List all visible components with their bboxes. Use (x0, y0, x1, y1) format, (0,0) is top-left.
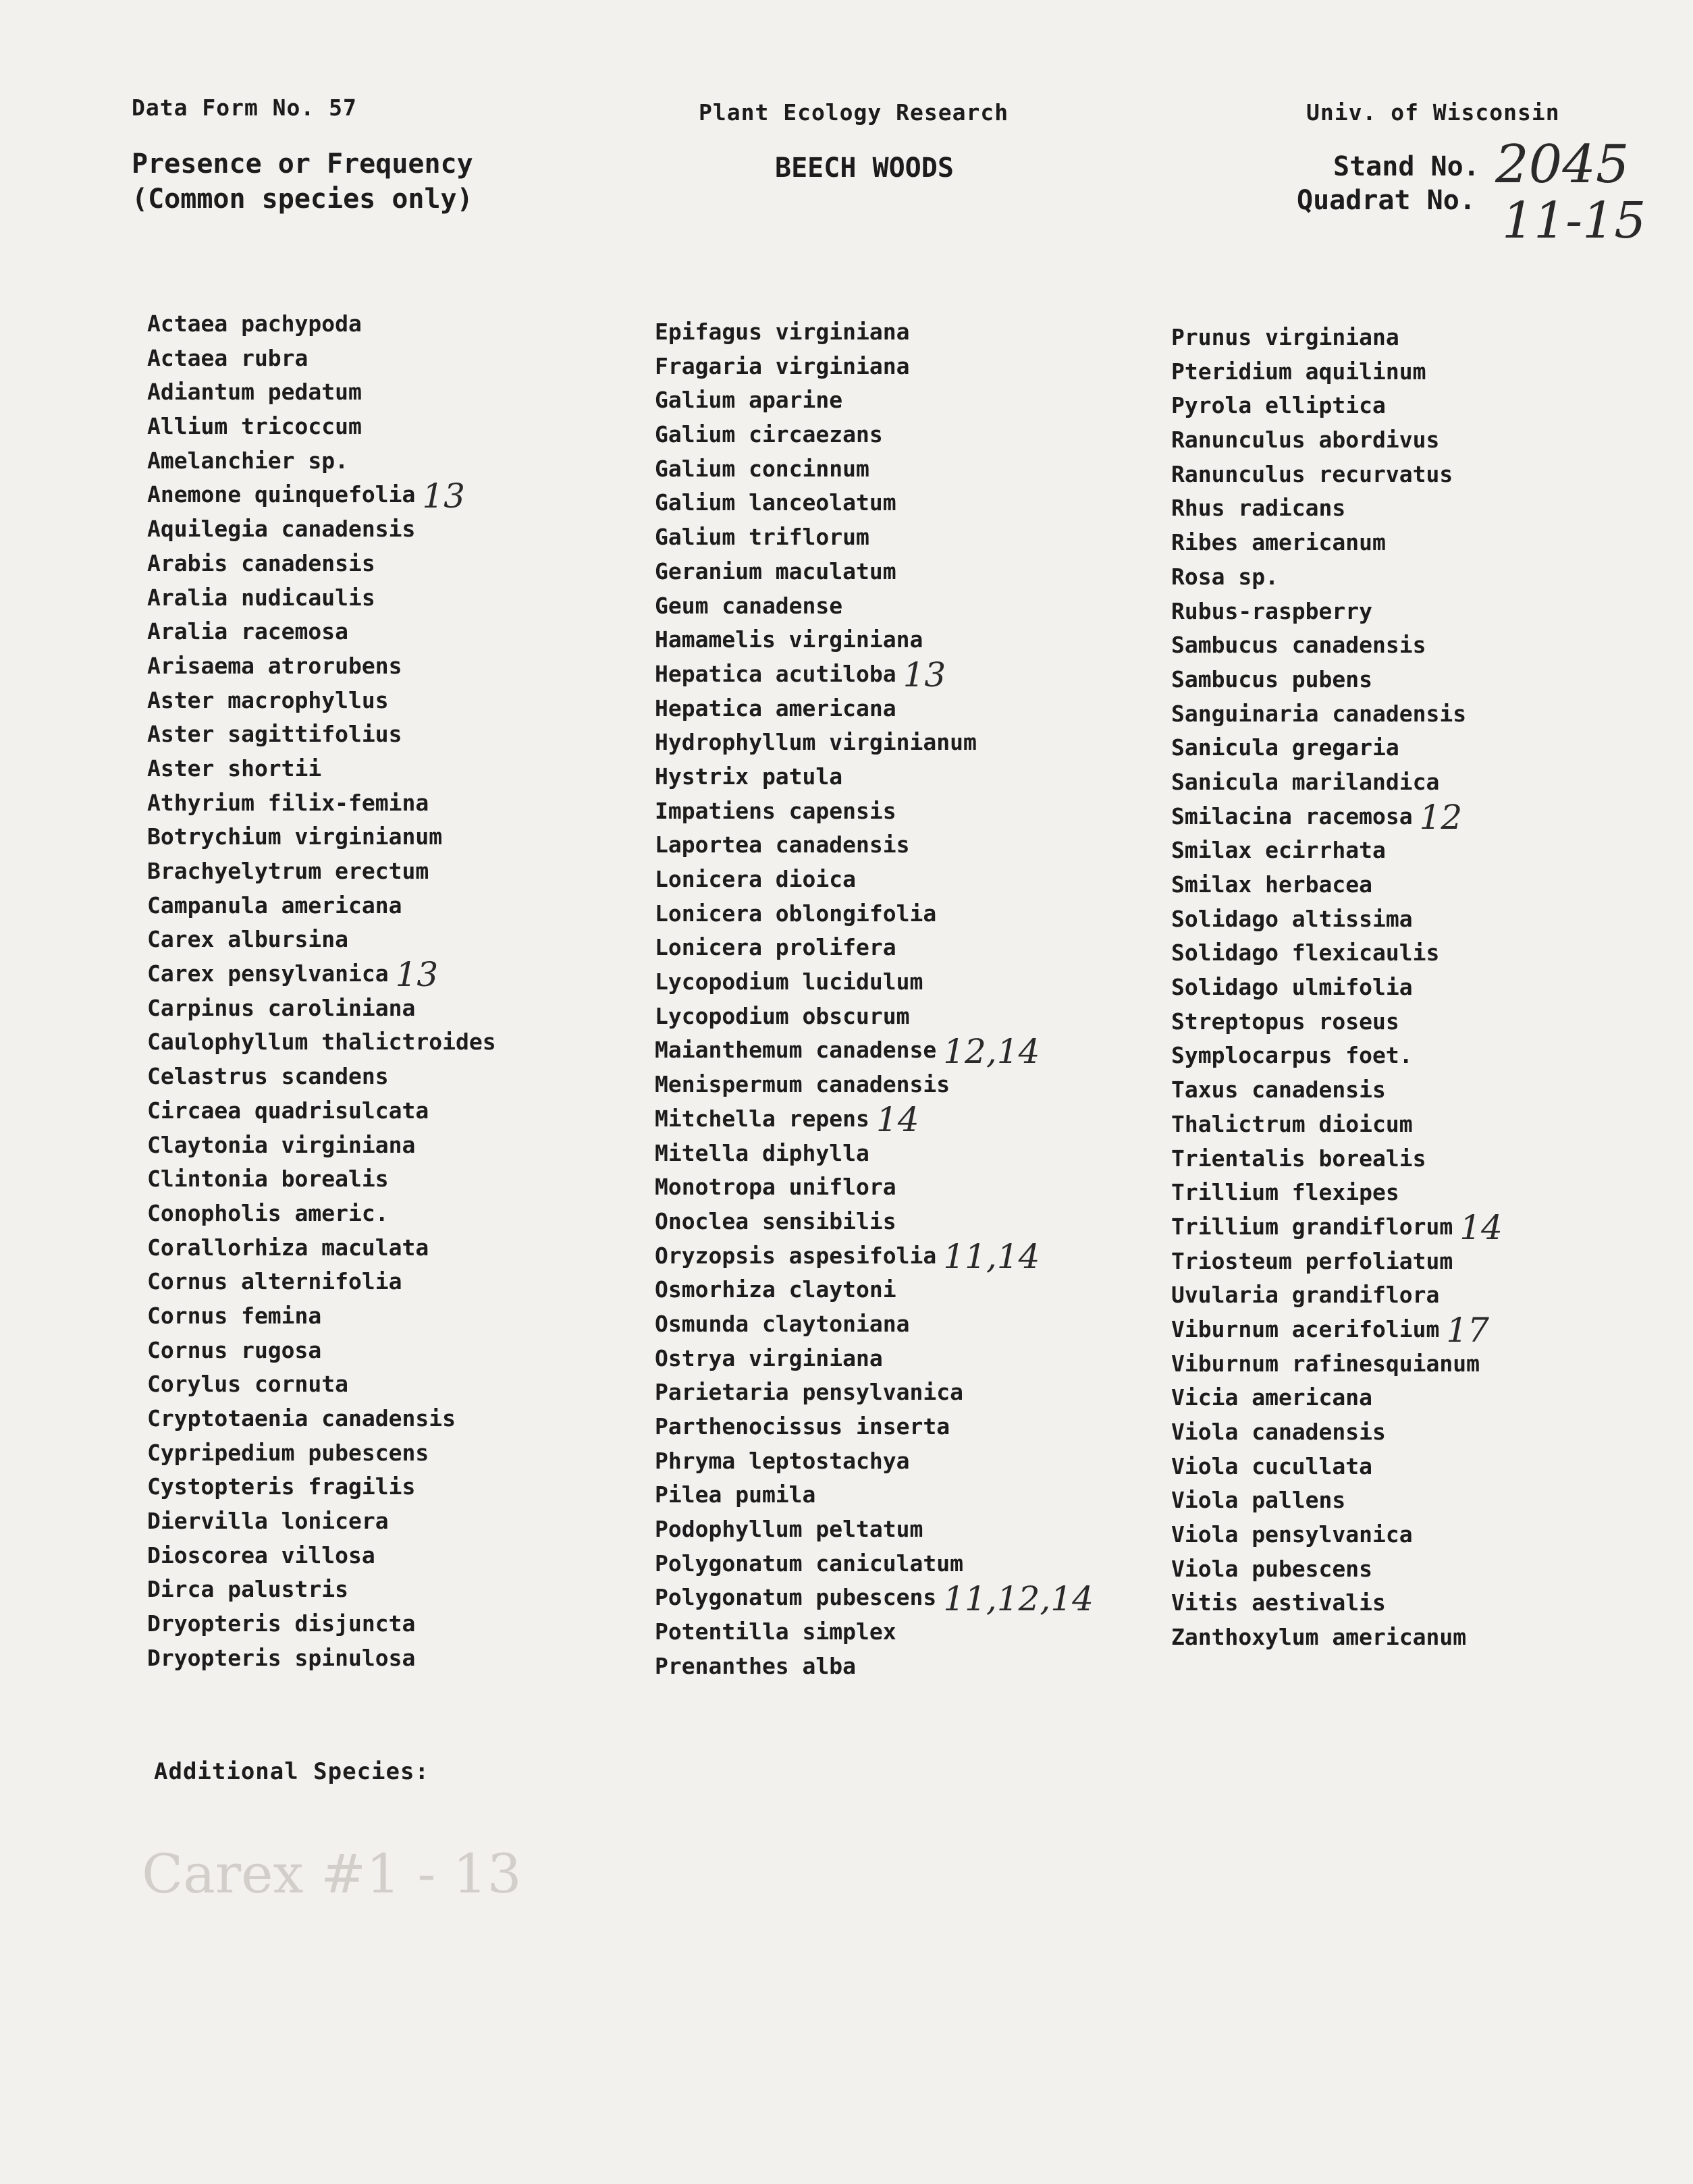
species-name: Prenanthes alba (655, 1652, 857, 1679)
species-name: Pyrola elliptica (1171, 392, 1386, 419)
species-item (655, 1478, 1094, 1512)
species-item (655, 315, 1094, 350)
species-item (147, 444, 496, 479)
species-name: Amelanchier sp. (147, 447, 349, 474)
species-item (147, 1094, 496, 1128)
species-item (147, 307, 496, 342)
species-name: Lycopodium lucidulum (655, 968, 923, 995)
species-name: Galium triflorum (655, 524, 869, 551)
species-item (1171, 663, 1503, 697)
species-name: Galium lanceolatum (655, 489, 896, 516)
species-column-2 (655, 315, 1094, 1684)
species-item (655, 1031, 1094, 1071)
handwritten-quadrat-note: 13 (395, 955, 439, 995)
species-name: Onoclea sensibilis (655, 1207, 896, 1234)
species-column-1 (147, 307, 496, 1676)
species-name: Rhus radicans (1171, 495, 1346, 522)
species-name: Epifagus virginiana (655, 319, 910, 345)
handwritten-quadrat-note: 14 (876, 1099, 919, 1139)
species-name: Viola pubescens (1171, 1555, 1373, 1582)
species-name: Viburnum acerifolium (1171, 1315, 1440, 1342)
species-item (1171, 1278, 1503, 1313)
species-name: Galium concinnum (655, 455, 869, 482)
species-item (1171, 491, 1503, 526)
species-name: Caulophyllum thalictroides (147, 1029, 496, 1056)
species-name: Viburnum rafinesquianum (1171, 1350, 1480, 1377)
species-item (1171, 1518, 1503, 1552)
handwritten-quadrat-note: 11,12,14 (943, 1579, 1094, 1618)
species-name: Podophyllum peltatum (655, 1516, 923, 1543)
species-name: Hepatica americana (655, 694, 896, 721)
species-name: Phryma leptostachya (655, 1447, 910, 1474)
species-item (1171, 1483, 1503, 1518)
species-item (147, 1162, 496, 1197)
species-name: Hepatica acutiloba (655, 660, 896, 687)
university-name: Univ. of Wisconsin (1306, 99, 1560, 126)
species-name: Aster sagittifolius (147, 721, 402, 748)
species-name: Clintonia borealis (147, 1166, 389, 1193)
species-item (1171, 765, 1503, 800)
species-item (1171, 697, 1503, 732)
species-name: Taxus canadensis (1171, 1076, 1386, 1103)
species-name: Cornus rugosa (147, 1336, 322, 1363)
species-name: Actaea rubra (147, 344, 308, 371)
species-name: Polygonatum pubescens (655, 1584, 937, 1611)
species-item (655, 555, 1094, 589)
research-title: Plant Ecology Research (699, 99, 1009, 126)
species-name: Circaea quadrisulcata (147, 1097, 429, 1124)
species-name: Ranunculus abordivus (1171, 427, 1440, 454)
species-name: Conopholis americ. (147, 1199, 389, 1226)
species-item (147, 581, 496, 616)
species-name: Viola pensylvanica (1171, 1521, 1413, 1548)
species-name: Fragaria virginiana (655, 352, 910, 379)
species-item (655, 1444, 1094, 1479)
species-item (147, 1641, 496, 1676)
species-name: Vicia americana (1171, 1384, 1373, 1411)
species-item (147, 649, 496, 684)
species-item (655, 452, 1094, 487)
species-item (655, 1205, 1094, 1239)
species-item (655, 1579, 1094, 1618)
species-name: Trientalis borealis (1171, 1145, 1426, 1172)
species-item (147, 854, 496, 889)
species-name: Lonicera prolifera (655, 934, 896, 961)
handwritten-quadrat-note: 13 (422, 476, 465, 516)
species-name: Laportea canadensis (655, 831, 910, 858)
species-name: Oryzopsis aspesifolia (655, 1242, 937, 1269)
species-name: Sanguinaria canadensis (1171, 700, 1467, 727)
species-item (147, 1607, 496, 1641)
species-name: Claytonia virginiana (147, 1131, 416, 1158)
species-item (655, 726, 1094, 760)
species-name: Potentilla simplex (655, 1618, 896, 1645)
species-name: Rubus-raspberry (1171, 597, 1373, 624)
species-name: Cornus femina (147, 1302, 322, 1329)
species-item (655, 1170, 1094, 1205)
species-name: Ostrya virginiana (655, 1344, 883, 1371)
species-item (147, 1436, 496, 1471)
species-name: Carex albursina (147, 926, 349, 953)
species-item (655, 1068, 1094, 1102)
species-item (1171, 1245, 1503, 1279)
species-name: Menispermum canadensis (655, 1071, 950, 1098)
species-name: Campanula americana (147, 892, 402, 919)
species-item (1171, 1142, 1503, 1176)
species-item (147, 1334, 496, 1368)
species-name: Botrychium virginianum (147, 823, 443, 850)
species-name: Lycopodium obscurum (655, 1002, 910, 1029)
species-item (1171, 1005, 1503, 1039)
species-item (147, 1231, 496, 1265)
quadrat-label: Quadrat No. (1297, 185, 1476, 216)
species-item (655, 1307, 1094, 1342)
stand-number-handwritten: 2045 (1495, 134, 1630, 195)
species-name: Dirca palustris (147, 1576, 349, 1603)
species-name: Trillium grandiflorum (1171, 1213, 1453, 1240)
species-item (1171, 1586, 1503, 1620)
species-item (655, 486, 1094, 520)
species-name: Hydrophyllum virginianum (655, 729, 977, 756)
species-name: Celastrus scandens (147, 1063, 389, 1090)
species-name: Sanicula gregaria (1171, 734, 1399, 761)
species-name: Aster macrophyllus (147, 686, 389, 713)
species-item (655, 383, 1094, 418)
species-name: Cypripedium pubescens (147, 1439, 429, 1466)
species-item (655, 1273, 1094, 1307)
species-item (147, 1539, 496, 1573)
species-name: Solidago flexicaulis (1171, 939, 1440, 966)
species-item (655, 965, 1094, 1000)
species-name: Polygonatum caniculatum (655, 1550, 963, 1577)
quadrat-number-handwritten: 11-15 (1502, 192, 1646, 250)
species-name: Arabis canadensis (147, 549, 375, 576)
species-name: Mitella diphylla (655, 1139, 869, 1166)
species-item (1171, 526, 1503, 560)
species-name: Galium aparine (655, 387, 843, 414)
species-item (147, 820, 496, 854)
species-item (1171, 1450, 1503, 1484)
species-name: Aster shortii (147, 755, 322, 782)
species-item (147, 375, 496, 410)
species-item (655, 1512, 1094, 1547)
species-item (1171, 731, 1503, 765)
species-item (655, 1342, 1094, 1376)
species-name: Diervilla lonicera (147, 1508, 389, 1535)
species-name: Lonicera dioica (655, 866, 857, 892)
species-item (147, 752, 496, 786)
species-name: Prunus virginiana (1171, 324, 1399, 350)
species-name: Geum canadense (655, 592, 843, 619)
species-name: Solidago ulmifolia (1171, 974, 1413, 1001)
species-item (1171, 458, 1503, 492)
species-name: Sambucus pubens (1171, 665, 1373, 692)
species-name: Parietaria pensylvanica (655, 1379, 963, 1406)
species-name: Geranium maculatum (655, 557, 896, 584)
species-item (1171, 797, 1503, 837)
species-name: Adiantum pedatum (147, 379, 362, 406)
species-item (655, 623, 1094, 657)
species-item (1171, 1176, 1503, 1210)
species-name: Smilax herbacea (1171, 871, 1373, 898)
species-item (1171, 1311, 1503, 1350)
form-subtitle-line1: Presence or Frequency (132, 148, 473, 180)
species-item (147, 1402, 496, 1436)
handwritten-quadrat-note: 11,14 (943, 1236, 1040, 1276)
species-item (1171, 1039, 1503, 1073)
species-item (655, 1410, 1094, 1444)
additional-species-pencil-note: Carex #1 - 13 (142, 1842, 522, 1905)
species-item (655, 655, 1094, 695)
species-item (655, 1137, 1094, 1171)
species-name: Sambucus canadensis (1171, 632, 1426, 659)
species-name: Cryptotaenia canadensis (147, 1405, 456, 1431)
species-name: Dryopteris disjuncta (147, 1610, 416, 1637)
species-name: Smilax ecirrhata (1171, 837, 1386, 864)
species-name: Sanicula marilandica (1171, 768, 1440, 795)
species-name: Parthenocissus inserta (655, 1413, 950, 1440)
species-item (655, 589, 1094, 624)
species-item (147, 1197, 496, 1231)
species-item (147, 1504, 496, 1539)
species-name: Osmorhiza claytoni (655, 1276, 896, 1303)
species-name: Cystopteris fragilis (147, 1473, 416, 1500)
species-item (147, 684, 496, 718)
species-name: Corallorhiza maculata (147, 1234, 429, 1261)
species-item (655, 897, 1094, 931)
species-item (1171, 1620, 1503, 1655)
species-name: Anemone quinquefolia (147, 481, 416, 508)
species-item (147, 1128, 496, 1163)
community-title: BEECH WOODS (775, 153, 954, 184)
species-name: Viola pallens (1171, 1487, 1346, 1514)
species-name: Aralia racemosa (147, 618, 349, 645)
species-name: Athyrium filix-femina (147, 789, 429, 816)
species-item (147, 1025, 496, 1060)
species-name: Impatiens capensis (655, 797, 896, 824)
species-item (147, 547, 496, 581)
species-item (1171, 1415, 1503, 1450)
species-item (655, 1236, 1094, 1276)
species-name: Corylus cornuta (147, 1371, 349, 1398)
species-name: Aralia nudicaulis (147, 584, 375, 611)
species-name: Allium tricoccum (147, 413, 362, 440)
species-name: Galium circaezans (655, 421, 883, 448)
species-item (147, 512, 496, 547)
species-name: Arisaema atrorubens (147, 652, 402, 679)
species-name: Pteridium aquilinum (1171, 358, 1426, 385)
species-name: Smilacina racemosa (1171, 802, 1413, 829)
species-name: Lonicera oblongifolia (655, 900, 937, 927)
species-item (1171, 423, 1503, 458)
species-item (655, 1000, 1094, 1034)
species-item (655, 863, 1094, 897)
species-item (655, 760, 1094, 794)
species-item (1171, 628, 1503, 663)
species-item (655, 692, 1094, 726)
species-item (655, 931, 1094, 965)
species-item (147, 923, 496, 957)
species-item (1171, 321, 1503, 355)
species-item (1171, 902, 1503, 937)
species-item (1171, 595, 1503, 629)
species-item (1171, 1347, 1503, 1382)
species-name: Triosteum perfoliatum (1171, 1247, 1453, 1274)
species-name: Ranunculus recurvatus (1171, 460, 1453, 487)
species-item (655, 1547, 1094, 1581)
additional-species-label: Additional Species: (154, 1758, 429, 1785)
species-item (147, 1573, 496, 1607)
species-name: Dioscorea villosa (147, 1541, 375, 1568)
species-item (655, 1099, 1094, 1139)
species-name: Thalictrum dioicum (1171, 1110, 1413, 1137)
species-item (1171, 971, 1503, 1005)
species-name: Cornus alternifolia (147, 1268, 402, 1295)
species-name: Ribes americanum (1171, 529, 1386, 556)
species-item (147, 991, 496, 1026)
species-item (1171, 1108, 1503, 1142)
handwritten-quadrat-note: 12,14 (943, 1031, 1040, 1071)
handwritten-quadrat-note: 14 (1459, 1208, 1503, 1248)
species-item (1171, 1552, 1503, 1587)
species-item (655, 794, 1094, 829)
species-item (1171, 1381, 1503, 1415)
species-item (147, 889, 496, 923)
species-item (1171, 868, 1503, 902)
species-item (1171, 389, 1503, 423)
species-name: Carpinus caroliniana (147, 994, 416, 1021)
species-item (147, 955, 496, 995)
species-name: Streptopus roseus (1171, 1008, 1399, 1035)
species-name: Zanthoxylum americanum (1171, 1624, 1467, 1651)
species-item (1171, 1073, 1503, 1108)
species-name: Actaea pachypoda (147, 310, 362, 337)
species-name: Mitchella repens (655, 1105, 869, 1132)
species-item (147, 410, 496, 444)
species-item (655, 828, 1094, 863)
species-item (147, 1470, 496, 1504)
species-item (655, 520, 1094, 555)
stand-label: Stand No. (1333, 151, 1480, 182)
species-name: Aquilegia canadensis (147, 516, 416, 543)
species-item (1171, 560, 1503, 595)
species-name: Symplocarpus foet. (1171, 1042, 1413, 1069)
species-item (147, 1060, 496, 1094)
species-name: Carex pensylvanica (147, 960, 389, 987)
species-name: Brachyelytrum erectum (147, 858, 429, 884)
species-name: Hystrix patula (655, 763, 843, 790)
species-name: Viola canadensis (1171, 1419, 1386, 1445)
species-item (147, 717, 496, 752)
species-item (655, 1375, 1094, 1410)
species-item (655, 1615, 1094, 1649)
species-item (147, 1367, 496, 1402)
form-number: Data Form No. 57 (132, 94, 357, 121)
species-name: Pilea pumila (655, 1481, 816, 1508)
species-item (655, 418, 1094, 452)
species-name: Dryopteris spinulosa (147, 1644, 416, 1671)
species-name: Monotropa uniflora (655, 1174, 896, 1201)
species-item (1171, 936, 1503, 971)
species-name: Uvularia grandiflora (1171, 1282, 1440, 1309)
species-name: Vitis aestivalis (1171, 1589, 1386, 1616)
species-name: Osmunda claytoniana (655, 1310, 910, 1337)
species-item (147, 476, 496, 516)
species-name: Solidago altissima (1171, 905, 1413, 932)
species-item (655, 1649, 1094, 1684)
species-item (1171, 834, 1503, 868)
form-subtitle-line2: (Common species only) (132, 184, 473, 215)
species-item (147, 786, 496, 821)
handwritten-quadrat-note: 17 (1446, 1311, 1489, 1350)
species-item (147, 1265, 496, 1299)
species-item (1171, 1208, 1503, 1248)
handwritten-quadrat-note: 12 (1419, 797, 1463, 837)
species-item (147, 615, 496, 649)
species-name: Maianthemum canadense (655, 1037, 937, 1064)
handwritten-quadrat-note: 13 (903, 655, 946, 695)
species-item (147, 342, 496, 376)
species-name: Rosa sp. (1171, 563, 1279, 590)
species-column-3 (1171, 321, 1503, 1655)
species-name: Hamamelis virginiana (655, 626, 923, 653)
species-item (655, 350, 1094, 384)
species-item (147, 1299, 496, 1334)
species-name: Viola cucullata (1171, 1452, 1373, 1479)
species-item (1171, 355, 1503, 389)
species-name: Trillium flexipes (1171, 1179, 1399, 1206)
